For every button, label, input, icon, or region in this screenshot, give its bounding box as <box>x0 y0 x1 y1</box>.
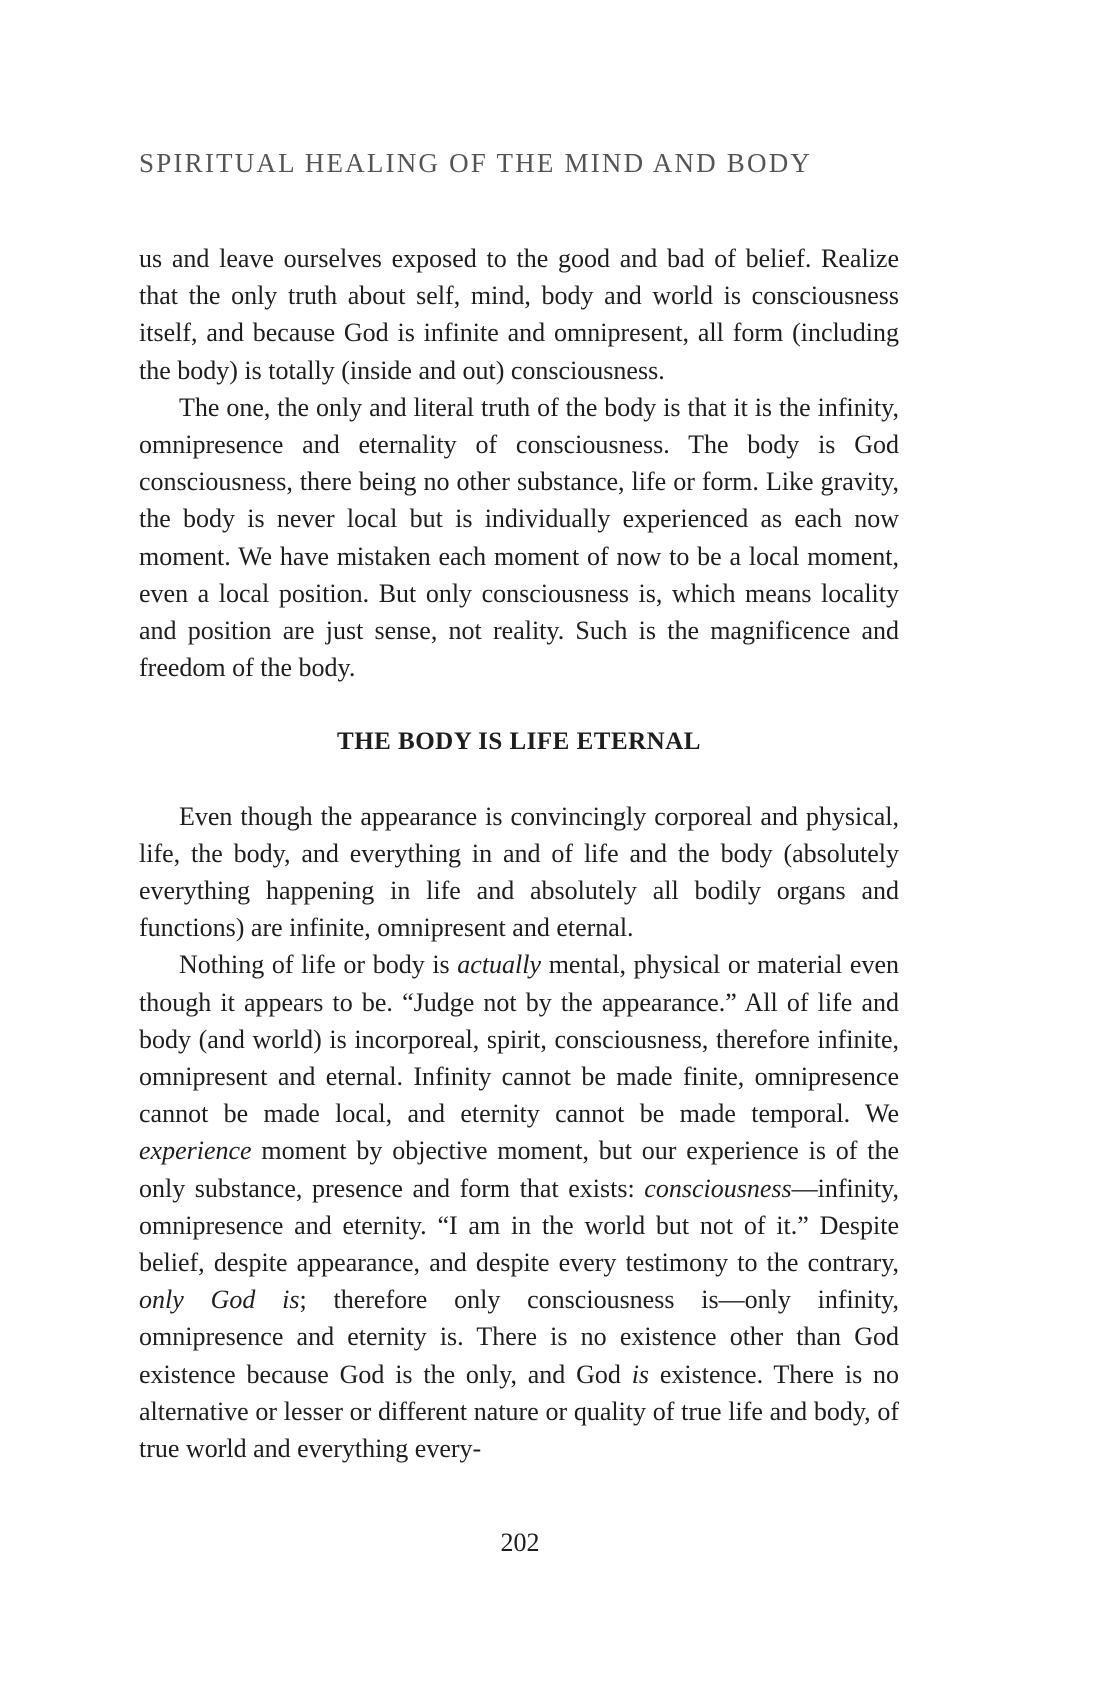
body-text <box>139 240 899 1467</box>
italic-run: actually <box>457 950 542 980</box>
section-heading: THE BODY IS LIFE ETERNAL <box>337 728 701 756</box>
paragraph-appearance: Even though the appearance is convincingly corporeal and physical, life, the body, and everything in and of life and the body (absolutely everything happening in life and absolutely all bodily organs and functions) are infinite, omnipresent and eternal. <box>139 801 899 943</box>
italic-run: only God is <box>139 1285 300 1315</box>
running-head: SPIRITUAL HEALING OF THE MIND AND BODY <box>139 148 813 178</box>
paragraph-continued: us and leave ourselves exposed to the good and bad of belief. Realize that the only truth about self, mind, body and world is consciousness itself, and because God is infinite and omnipresent, all form (including the body) is totally (inside and out) consciousness. <box>139 244 899 385</box>
italic-run: is <box>631 1359 650 1389</box>
text-run: ; therefore only consciousness is—only infinity, omnipresence and eternity is. There is no existence other than God existence because God is the only, and God <box>139 1285 899 1389</box>
text-run: moment by objective moment, but our experience is of the only substance, presence and form that exists: <box>139 1136 899 1203</box>
italic-run: consciousness <box>644 1173 792 1203</box>
paragraph-nothing-of-life <box>139 946 899 1467</box>
paragraph-body-truth: The one, the only and literal truth of the body is that it is the infinity, omnipresence and eternality of consciousness. The body is God consciousness, there being no other substance, life or form. Like gravity, the body is never local but is individually experienced as each now moment. We have mistaken each moment of now to be a local moment, even a local position. But only consciousness is, which means locality and position are just sense, not reality. Such is the magnificence and freedom of the body. <box>139 392 899 683</box>
page-number: 202 <box>500 1528 540 1557</box>
text-run: —infinity, omnipresence and eternity. “I am in the world but not of it.” Despite belief, despite appearance, and despite every testimony to the contrary, <box>139 1173 899 1278</box>
text-run: Nothing of life or body is <box>179 950 458 980</box>
italic-run: experience <box>139 1136 252 1166</box>
text-run: mental, physical or material even though it appears to be. “Judge not by the appearance.” All of life and body (and world) is incorporeal, spirit, consciousness, therefore infinite, omnipresent and eternal. Infinity cannot be made finite, omnipresence cannot be made local, and eternity cannot be made temporal. We <box>139 950 900 1129</box>
text-run: existence. There is no alternative or lesser or different nature or quality of true life and body, of true world and everything every- <box>139 1359 899 1464</box>
